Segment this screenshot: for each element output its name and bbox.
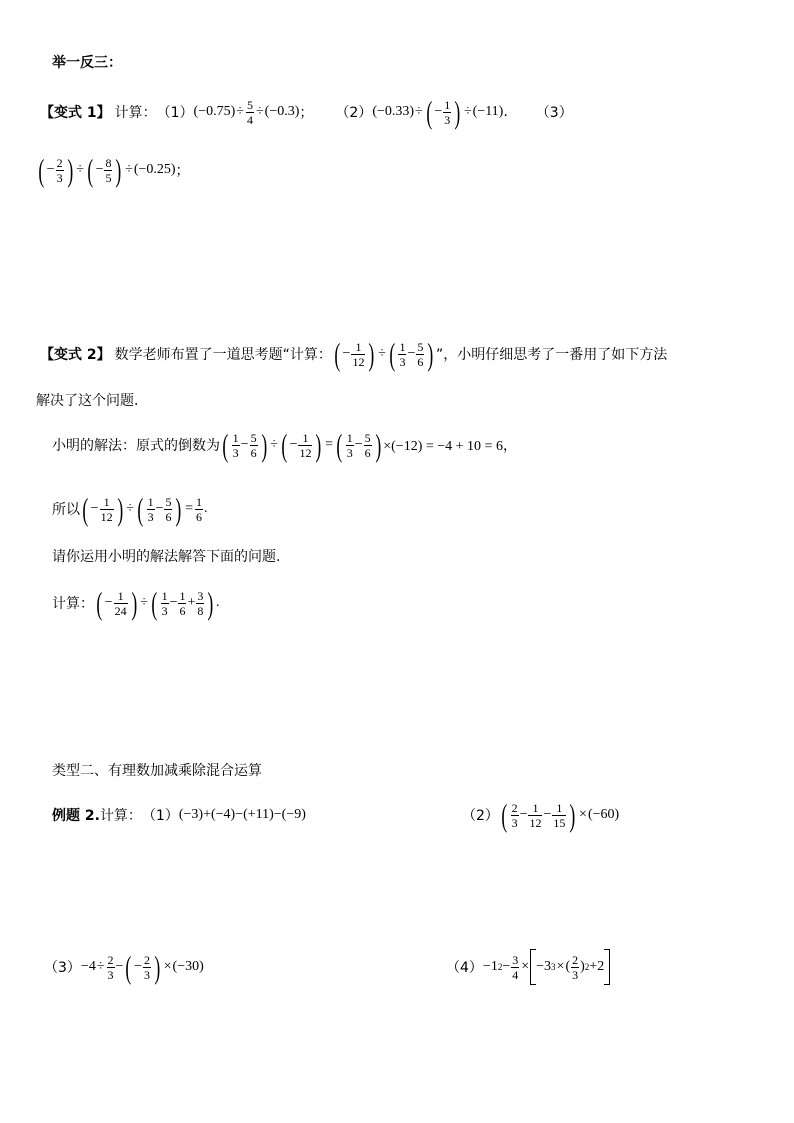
type2-title: 类型二、有理数加减乘除混合运算 <box>52 763 262 779</box>
expr-method: ( $\frac{1}{3}$ − $\frac{5}{6}$ ) ÷ ( − $\frac{1}{12}$ ) = ( $\frac{1}{3}$ − $\frac{5}{6}$ ) <box>222 427 381 463</box>
expr-v1-3: ( − $\frac{2}{3}$ ) ÷ ( − $\frac{8}{5}$ ) ÷ (−0.25) <box>38 152 176 188</box>
expr-v1-1: (−0.75) ÷ $\frac{5}{4}$ ÷ (−0.3) <box>193 97 300 127</box>
example-2-line-1: 例题 2. 计算： （1） (−3)+(−4)−(+11)−(−9) <box>52 807 306 824</box>
variant-1-line-1: 【变式 1】 计算： （1） (−0.75) ÷ $\frac{5}{4}$ ÷ (−0.3) ； （2） (−0.33) ÷ ( − $\frac{1}{3}$ ) ÷ (−11) . （3） <box>40 94 573 130</box>
variant-2-label: 【变式 2】 <box>40 347 111 363</box>
expr-calc: ( − $\frac{1}{24}$ ) ÷ ( $\frac{1}{3}$ − $\frac{1}{6}$ + $\frac{3}{8}$ ) . <box>96 585 220 621</box>
variant-1-line-2: ( − $\frac{2}{3}$ ) ÷ ( − $\frac{8}{5}$ ) ÷ (−0.25) ； <box>36 150 190 190</box>
example-2-part-4: （4） −1 2 − $\frac{3}{4}$ × −3 3 × ( $\frac{2}{3}$ ) 2 +2 <box>446 946 610 988</box>
expr-ex2-2: ( $\frac{2}{3}$ − $\frac{1}{12}$ − $\frac{1}{15}$ ) × (−60) <box>501 797 620 833</box>
expr-ex2-3: −4 ÷ $\frac{2}{3}$ − ( − $\frac{2}{3}$ ) × (−30) <box>80 949 204 985</box>
expr-v2-question: ( − $\frac{1}{12}$ ) ÷ ( $\frac{1}{3}$ − $\frac{5}{6}$ ) <box>334 336 434 372</box>
ask-line: 请你运用小明的解法解答下面的问题. <box>52 549 281 565</box>
calc-line: 计算： ( − $\frac{1}{24}$ ) ÷ ( $\frac{1}{3}$ − $\frac{1}{6}$ + $\frac{3}{8}$ ) . <box>52 585 220 621</box>
variant-2-line-1: 【变式 2】 数学老师布置了一道思考题“计算： ( − $\frac{1}{12}$ ) ÷ ( $\frac{1}{3}$ − $\frac{5}{6}$ ) ”，小明仔细思考了一番用了如下方法 <box>40 336 668 372</box>
expr-ex2-1: (−3)+(−4)−(+11)−(−9) <box>178 807 306 822</box>
expr-so: ( − $\frac{1}{12}$ ) ÷ ( $\frac{1}{3}$ − $\frac{5}{6}$ ) = $\frac{1}{6}$ . <box>82 491 208 527</box>
example-2-label: 例题 2. <box>52 808 100 824</box>
variant-2-line-2: 解决了这个问题. <box>36 393 139 409</box>
expr-ex2-4: −1 2 − $\frac{3}{4}$ × −3 3 × ( $\frac{2}{3}$ ) 2 +2 <box>483 949 610 985</box>
example-2-part-3: （3） −4 ÷ $\frac{2}{3}$ − ( − $\frac{2}{3}$ ) × (−30) <box>44 949 204 985</box>
so-line: 所以 ( − $\frac{1}{12}$ ) ÷ ( $\frac{1}{3}$ − $\frac{5}{6}$ ) = $\frac{1}{6}$ . <box>52 491 208 527</box>
variant-1-label: 【变式 1】 <box>40 105 111 121</box>
section-heading: 举一反三： <box>52 55 122 71</box>
example-2-part-2: （2） ( $\frac{2}{3}$ − $\frac{1}{12}$ − $\frac{1}{15}$ ) × (−60) <box>462 797 620 833</box>
method-line: 小明的解法：原式的倒数为 ( $\frac{1}{3}$ − $\frac{5}{6}$ ) ÷ ( − $\frac{1}{12}$ ) = ( $\frac{1}{3}$ − $\frac{5}{6}$ ) ×(−12) = −4 + 10 = 6， <box>52 427 517 463</box>
expr-v1-2: (−0.33) ÷ ( − $\frac{1}{3}$ ) ÷ (−11) <box>372 94 504 130</box>
